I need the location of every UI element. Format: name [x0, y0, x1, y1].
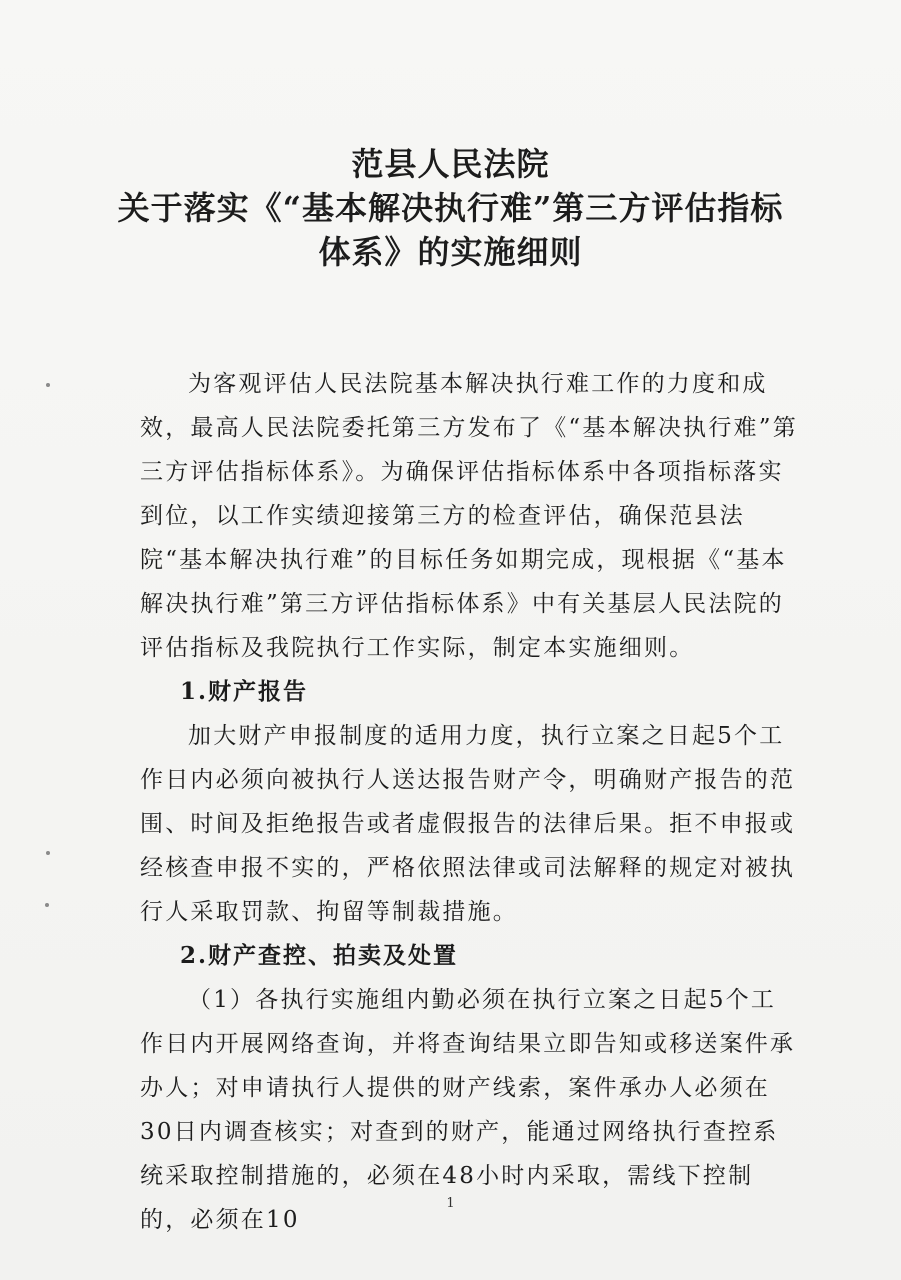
- scan-speck: [45, 903, 49, 907]
- property-control-paragraph: （1）各执行实施组内勤必须在执行立案之日起5个工作日内开展网络查询，并将查询结果立即告知或移送案件承办人；对申请执行人提供的财产线索，案件承办人必须在30日内调查核实；对查到的财产，能通过网络执行查控系统采取控制措施的，必须在48小时内采取，需线下控制的，必须在10: [140, 987, 796, 1233]
- intro-paragraph: 为客观评估人民法院基本解决执行难工作的力度和成效，最高人民法院委托第三方发布了《“基本解决执行难”第三方评估指标体系》。为确保评估指标体系中各项指标落实到位，以工作实绩迎接第三方的检查评估，确保范县法院“基本解决执行难”的目标任务如期完成，现根据《“基本解决执行难”第三方评估指标体系》中有关基层人民法院的评估指标及我院执行工作实际，制定本实施细则。: [140, 371, 798, 661]
- document-body: [140, 362, 800, 1242]
- scan-speck: [46, 383, 50, 387]
- scan-speck: [46, 851, 50, 855]
- title-line-court: 范县人民法院: [351, 145, 550, 183]
- page-number: 1: [446, 1196, 455, 1211]
- section-heading-property-control: 2.财产查控、拍卖及处置: [180, 942, 459, 969]
- title-line-subject: 关于落实《“基本解决执行难”第三方评估指标: [117, 189, 784, 227]
- section-heading-property-report: 1.财产报告: [180, 678, 309, 705]
- document-title: [0, 142, 901, 274]
- property-report-paragraph: 加大财产申报制度的适用力度，执行立案之日起5个工作日内必须向被执行人送达报告财产令，明确财产报告的范围、时间及拒绝报告或者虚假报告的法律后果。拒不申报或经核查申报不实的，严格依照法律或司法解释的规定对被执行人采取罚款、拘留等制裁措施。: [140, 723, 796, 925]
- title-line-subject-cont: 体系》的实施细则: [318, 233, 583, 271]
